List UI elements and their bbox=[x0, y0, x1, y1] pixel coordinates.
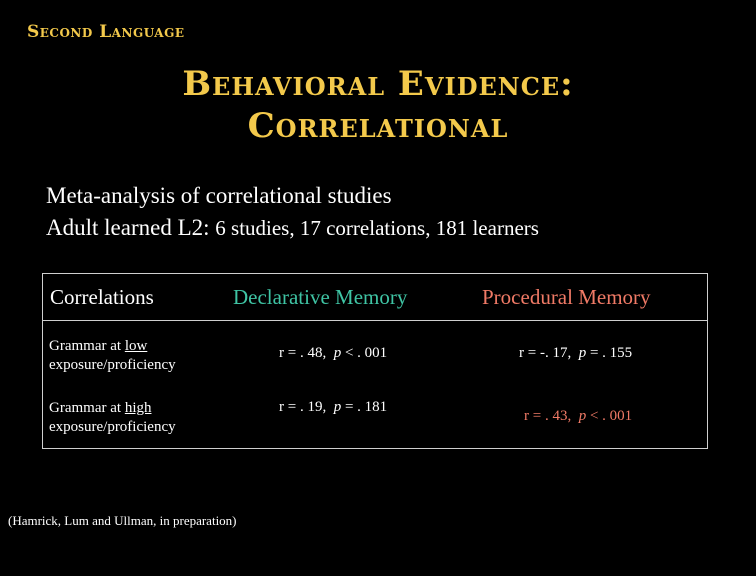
slide-title-line1: Behavioral Evidence: bbox=[182, 64, 574, 104]
cell-declarative-low bbox=[279, 345, 387, 362]
intro-line2-main: Adult learned L2: bbox=[46, 215, 216, 240]
p-label: p bbox=[578, 408, 587, 424]
r-value: r = . 43, bbox=[524, 408, 572, 424]
p-value: = . 181 bbox=[344, 399, 388, 415]
row-label-line2: exposure/proficiency bbox=[49, 419, 176, 435]
r-value: r = -. 17, bbox=[519, 345, 572, 361]
intro-line1: Meta-analysis of correlational studies bbox=[46, 183, 392, 208]
intro-line2-detail: 6 studies, 17 correlations, 181 learners bbox=[215, 216, 539, 240]
citation: (Hamrick, Lum and Ullman, in preparation) bbox=[8, 513, 237, 528]
r-value: r = . 48, bbox=[279, 345, 327, 361]
row-label-high bbox=[49, 399, 176, 437]
slide-title bbox=[0, 63, 756, 147]
p-label: p bbox=[578, 345, 587, 361]
row-label-low bbox=[49, 337, 176, 375]
row-label-emph: low bbox=[124, 338, 148, 354]
row-label-prefix: Grammar at bbox=[49, 400, 125, 416]
p-label: p bbox=[333, 345, 342, 361]
p-label: p bbox=[333, 399, 342, 415]
column-header-procedural: Procedural Memory bbox=[482, 285, 651, 309]
cell-declarative-high bbox=[279, 399, 387, 416]
section-header: Second Language bbox=[27, 22, 185, 42]
row-label-prefix: Grammar at bbox=[49, 338, 125, 354]
cell-procedural-high bbox=[524, 408, 632, 425]
p-value: < . 001 bbox=[344, 345, 388, 361]
cell-procedural-low bbox=[519, 345, 632, 362]
row-label-line2: exposure/proficiency bbox=[49, 357, 176, 373]
slide-title-line2: Correlational bbox=[247, 106, 509, 146]
column-header-declarative: Declarative Memory bbox=[233, 285, 408, 309]
intro-line2 bbox=[46, 212, 539, 244]
column-header-correlations: Correlations bbox=[50, 285, 154, 309]
r-value: r = . 19, bbox=[279, 399, 327, 415]
intro-text bbox=[46, 180, 539, 244]
header-divider bbox=[42, 320, 708, 321]
p-value: < . 001 bbox=[589, 408, 633, 424]
row-label-emph: high bbox=[124, 400, 152, 416]
p-value: = . 155 bbox=[589, 345, 633, 361]
